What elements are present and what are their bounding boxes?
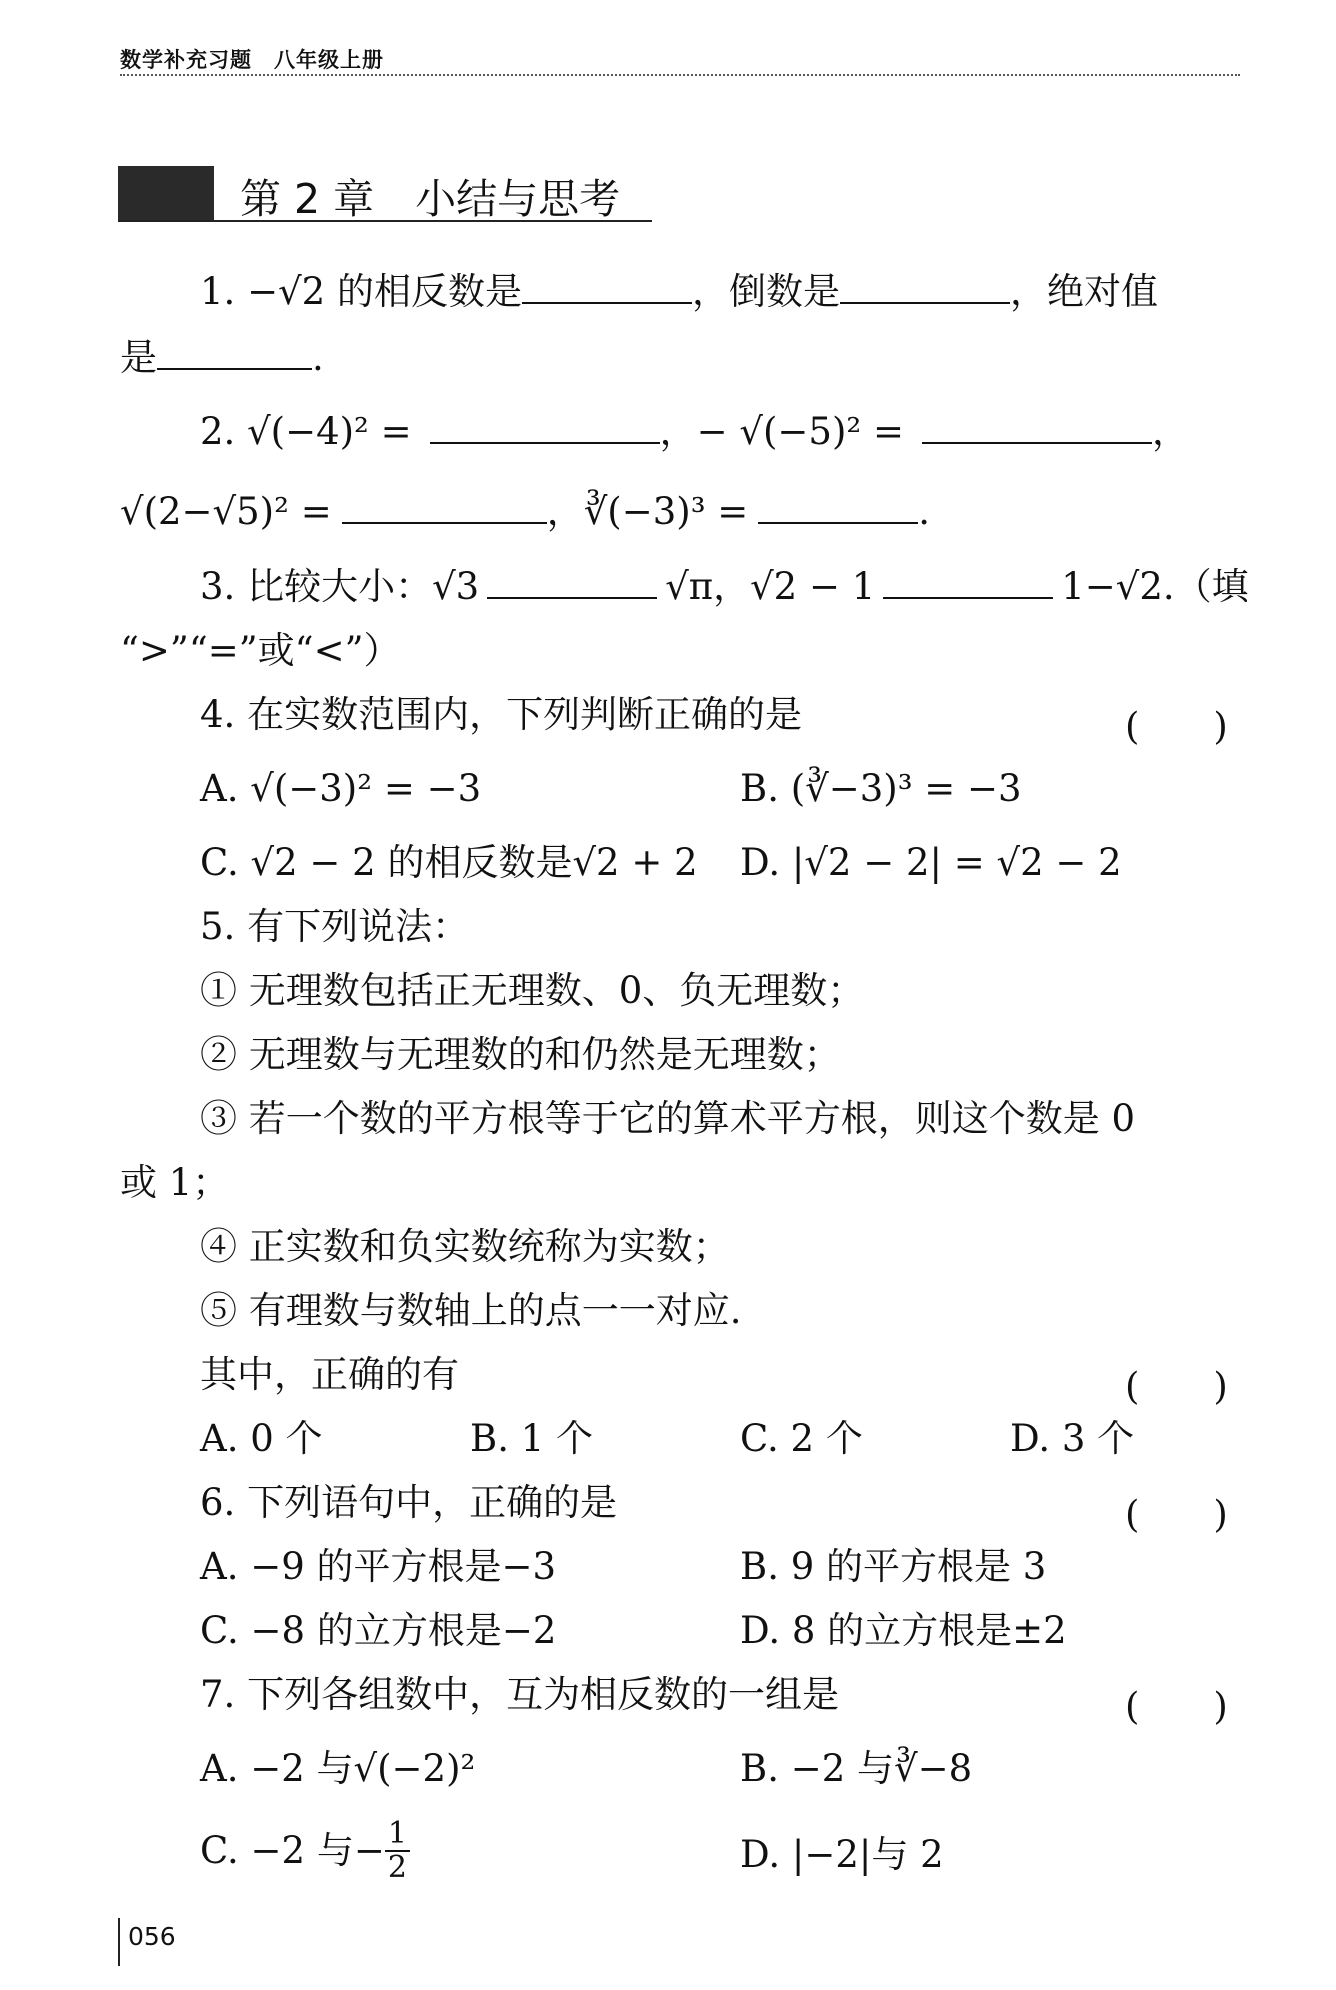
q2-line2 bbox=[120, 490, 931, 533]
q4-option-c[interactable]: C. √2 − 2 的相反数是√2 + 2 bbox=[200, 841, 698, 884]
q1-text-a: 1. −√2 的相反数是 bbox=[200, 270, 522, 313]
q2-text-d: √(2−√5)² = bbox=[120, 490, 332, 533]
q7-option-a[interactable]: A. −2 与√(−2)² bbox=[200, 1747, 476, 1790]
q6-option-a[interactable]: A. −9 的平方根是−3 bbox=[200, 1545, 557, 1588]
q1-blank-opposite[interactable] bbox=[522, 272, 692, 304]
q1-text-b: ，倒数是 bbox=[691, 270, 840, 313]
q2-blank-4[interactable] bbox=[758, 492, 918, 524]
q2-line1 bbox=[200, 410, 1190, 453]
q7-fraction-numerator: 1 bbox=[385, 1818, 410, 1852]
q3-blank-2[interactable] bbox=[883, 567, 1053, 599]
q1-blank-absolute[interactable] bbox=[157, 338, 312, 370]
q2-text-b: ，− √(−5)² = bbox=[659, 410, 905, 453]
q3-text-b: √π，√2 − 1 bbox=[665, 565, 876, 608]
q5-statement-3: ③ 若一个数的平方根等于它的算术平方根，则这个数是 0 bbox=[200, 1097, 1136, 1140]
q2-blank-3[interactable] bbox=[342, 492, 547, 524]
q5-stem: 5. 有下列说法： bbox=[200, 905, 470, 948]
q2-blank-2[interactable] bbox=[922, 412, 1152, 444]
q7-option-c[interactable] bbox=[200, 1818, 410, 1883]
q7-option-c-prefix: C. −2 与− bbox=[200, 1829, 385, 1872]
q7-fraction bbox=[385, 1818, 410, 1883]
q1-line2 bbox=[120, 336, 324, 379]
q7-stem: 7. 下列各组数中，互为相反数的一组是 bbox=[200, 1673, 840, 1716]
q2-text-f: . bbox=[918, 490, 931, 533]
q1-text-c: ，绝对值 bbox=[1009, 270, 1158, 313]
q3-blank-1[interactable] bbox=[487, 567, 657, 599]
q4-option-b[interactable]: B. (∛−3)³ = −3 bbox=[740, 767, 1022, 810]
q4-option-d[interactable]: D. |√2 − 2| = √2 − 2 bbox=[740, 841, 1122, 884]
q4-stem: 4. 在实数范围内，下列判断正确的是 bbox=[200, 693, 803, 736]
q5-statement-5: ⑤ 有理数与数轴上的点一一对应. bbox=[200, 1289, 742, 1332]
q2-text-a: 2. √(−4)² = bbox=[200, 410, 412, 453]
q7-option-b[interactable]: B. −2 与∛−8 bbox=[740, 1747, 973, 1790]
q5-statement-2: ② 无理数与无理数的和仍然是无理数； bbox=[200, 1033, 841, 1076]
page-number: 056 bbox=[128, 1922, 176, 1951]
q4-option-a[interactable]: A. √(−3)² = −3 bbox=[200, 767, 482, 810]
q5-ask: 其中，正确的有 bbox=[200, 1353, 459, 1396]
q6-stem: 6. 下列语句中，正确的是 bbox=[200, 1481, 618, 1524]
chapter-block-decoration bbox=[118, 166, 214, 220]
q6-option-d[interactable]: D. 8 的立方根是±2 bbox=[740, 1609, 1067, 1652]
q2-text-e: ，∛(−3)³ = bbox=[546, 490, 749, 533]
q2-text-c: ， bbox=[1152, 410, 1190, 453]
q5-statement-3-cont: 或 1； bbox=[120, 1161, 230, 1204]
chapter-underline bbox=[118, 220, 652, 222]
q1-blank-reciprocal[interactable] bbox=[840, 272, 1010, 304]
q3-line2: “>”“=”或“<”） bbox=[120, 629, 401, 672]
q5-statement-1: ① 无理数包括正无理数、0、负无理数； bbox=[200, 969, 865, 1012]
q5-option-d[interactable]: D. 3 个 bbox=[1010, 1417, 1135, 1460]
q5-statement-4: ④ 正实数和负实数统称为实数； bbox=[200, 1225, 730, 1268]
header-dotted-rule bbox=[120, 74, 1240, 76]
q6-option-c[interactable]: C. −8 的立方根是−2 bbox=[200, 1609, 557, 1652]
q6-answer-paren[interactable]: ( ) bbox=[1125, 1493, 1228, 1536]
q1-line1 bbox=[200, 270, 1158, 313]
q5-option-b[interactable]: B. 1 个 bbox=[470, 1417, 594, 1460]
q5-answer-paren[interactable]: ( ) bbox=[1125, 1365, 1228, 1408]
q7-answer-paren[interactable]: ( ) bbox=[1125, 1685, 1228, 1728]
q3-text-c: 1−√2.（填 bbox=[1061, 565, 1249, 608]
q7-option-d[interactable]: D. |−2|与 2 bbox=[740, 1833, 944, 1876]
q7-fraction-denominator: 2 bbox=[387, 1849, 407, 1885]
q5-option-c[interactable]: C. 2 个 bbox=[740, 1417, 863, 1460]
q1-text-d: 是 bbox=[120, 336, 157, 379]
q1-text-end: . bbox=[312, 336, 324, 379]
q3-text-a: 3. 比较大小：√3 bbox=[200, 565, 480, 608]
page-number-bar bbox=[118, 1918, 120, 1966]
running-head: 数学补充习题 八年级上册 bbox=[120, 48, 384, 72]
q6-option-b[interactable]: B. 9 的平方根是 3 bbox=[740, 1545, 1047, 1588]
chapter-title: 第 2 章 小结与思考 bbox=[240, 175, 621, 223]
q2-blank-1[interactable] bbox=[430, 412, 660, 444]
q3-line1 bbox=[200, 565, 1249, 608]
q4-answer-paren[interactable]: ( ) bbox=[1125, 705, 1228, 748]
q5-option-a[interactable]: A. 0 个 bbox=[200, 1417, 323, 1460]
